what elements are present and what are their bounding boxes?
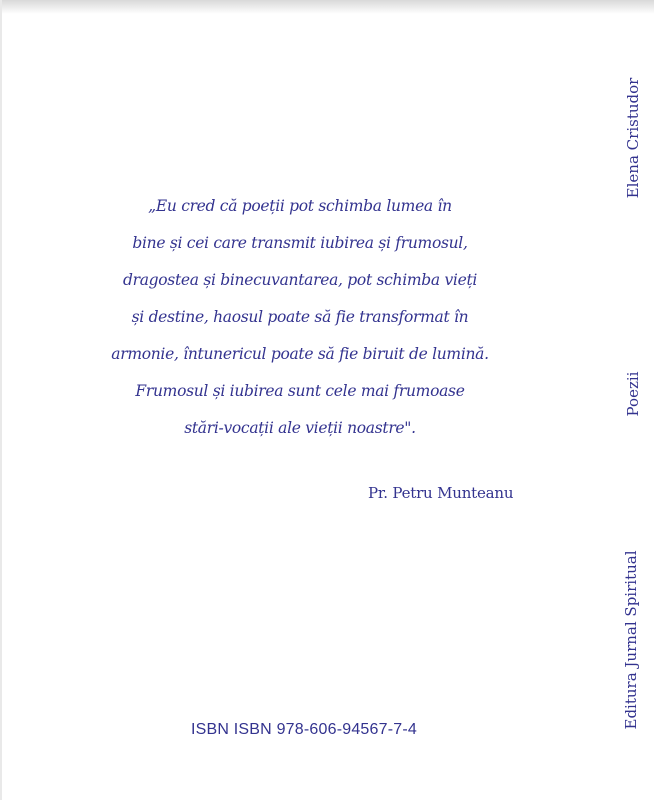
quote-author: Pr. Petru Munteanu	[368, 484, 514, 502]
quote-line: dragostea și binecuvantarea, pot schimba vieți	[122, 271, 478, 289]
isbn-number: ISBN ISBN 978-606-94567-7-4	[191, 721, 417, 738]
quote-line: Frumosul și iubirea sunt cele mai frumoase	[135, 382, 465, 400]
quote-line: „Eu cred că poeții pot schimba lumea în	[148, 197, 452, 215]
quote-line: stări-vocații ale vieții noastre".	[184, 419, 416, 437]
quote-line: bine și cei care transmit iubirea și frumosul,	[132, 234, 468, 252]
quote-line: armonie, întunericul poate să fie biruit de lumină.	[111, 345, 489, 363]
spine-genre: Poezii	[624, 371, 642, 417]
back-cover-quote	[100, 188, 500, 447]
spine-author-name: Elena Cristudor	[624, 77, 642, 199]
quote-line: și destine, haosul poate să fie transformat în	[131, 308, 469, 326]
spine-publisher: Editura Jurnal Spiritual	[622, 550, 640, 730]
page-top-shadow	[0, 0, 654, 14]
page-left-edge	[0, 0, 2, 800]
